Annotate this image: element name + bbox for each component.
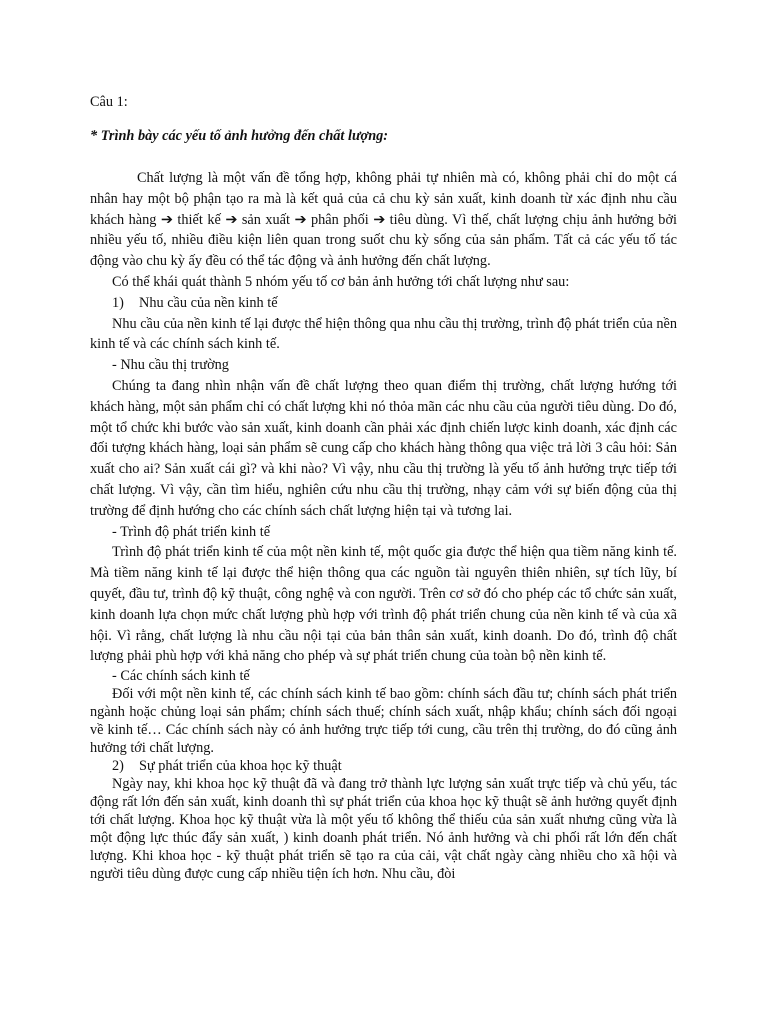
subsection-policy-paragraph: Đối với một nền kinh tế, các chính sách kinh tế bao gồm: chính sách đầu tư; chính sách phát triển ngành hoặc chủng loại sản phẩm; chính sách thuế; chính sách xuất, nhập khẩu; chính sách đối ngoại về kinh tế… Các chính sách này có ảnh hưởng trực tiếp tới cung, cầu trên thị trường, do đó cũng ảnh hưởng tới chất lượng. bbox=[90, 686, 677, 757]
summary-paragraph: Có thể khái quát thành 5 nhóm yếu tố cơ bản ảnh hưởng tới chất lượng như sau: bbox=[112, 273, 570, 290]
subsection-policy-title: - Các chính sách kinh tế bbox=[112, 668, 250, 685]
section-2-paragraph: Ngày nay, khi khoa học kỹ thuật đã và đang trở thành lực lượng sản xuất trực tiếp và chủ yếu, tác động rất lớn đến sản xuất, kinh doanh thì sự phát triển của khoa học kỹ thuật sẽ ảnh hưởng quyết định tới chất lượng. Khoa học kỹ thuật vừa là một yếu tố không thể thiếu của sản xuất nhưng cũng vừa là một động lực thúc đẩy sản xuất, ) kinh doanh phát triển. Nó ảnh hưởng và chi phối rất lớn đến chất lượng. Khi khoa học - kỹ thuật phát triển sẽ tạo ra của cải, vật chất ngày càng nhiều cho xã hội và người tiêu dùng được cung cấp nhiều tiện ích hơn. Nhu cầu, đòi bbox=[90, 776, 677, 883]
intro-paragraph: Chất lượng là một vấn đề tổng hợp, không phải tự nhiên mà có, không phải chỉ do một cá nhân hay một bộ phận tạo ra mà là kết quả của cả chu kỳ sản xuất, kinh doanh từ xác định nhu cầu khách hàng ➔ thiết kế ➔ sản xuất ➔ phân phối ➔ tiêu dùng. Vì thế, chất lượng chịu ảnh hưởng bởi nhiều yếu tố, nhiều điều kiện liên quan trong suốt chu kỳ sống của sản phẩm. Tất cả các yếu tố tác động vào chu kỳ ấy đều có thể tác động và ảnh hưởng đến chất lượng. bbox=[90, 170, 677, 270]
subsection-economy-paragraph: Trình độ phát triển kinh tế của một nền kinh tế, một quốc gia được thể hiện qua tiềm năng kinh tế. Mà tiềm năng kinh tế lại được thể hiện thông qua các nguồn tài nguyên thiên nhiên, sự tích lũy, bí quyết, đầu tư, trình độ kỹ thuật, công nghệ và con người. Trên cơ sở đó cho phép các tổ chức sản xuất, kinh doanh lựa chọn mức chất lượng phù hợp với trình độ phát triển chung của nền kinh tế và của xã hội. Vì rằng, chất lượng là nhu cầu nội tại của bản thân sản xuất, kinh doanh. Do đó, trình độ chất lượng phải phù hợp với khả năng cho phép và sự phát triển chung của toàn bộ nền kinh tế. bbox=[90, 544, 677, 665]
subsection-market-title: - Nhu cầu thị trường bbox=[112, 357, 229, 374]
subsection-economy-title: - Trình độ phát triển kinh tế bbox=[112, 523, 271, 540]
section-1-number: 1) bbox=[112, 294, 124, 311]
subsection-market-paragraph: Chúng ta đang nhìn nhận vấn đề chất lượng theo quan điểm thị trường, chất lượng hướng tới khách hàng, một sản phẩm chỉ có chất lượng khi nó thỏa mãn các nhu cầu của người tiêu dùng. Do đó, một tổ chức khi bước vào sản xuất, kinh doanh cần phải xác định chiến lược kinh doanh, xác định các đối tượng khách hàng, loại sản phẩm sẽ cung cấp cho khách hàng thông qua việc trả lời 3 câu hỏi: Sản xuất cho ai? Sản xuất cái gì? và khi nào? Vì vậy, nhu cầu thị trường là yếu tố ảnh hưởng trực tiếp tới chất lượng. Vì vậy, cần tìm hiểu, nghiên cứu nhu cầu thị trường, nhạy cảm với sự biến động của thị trường để định hướng cho các chính sách chất lượng hiện tại và tương lai. bbox=[90, 377, 677, 519]
question-heading: Câu 1: bbox=[90, 94, 128, 110]
section-1-heading bbox=[90, 293, 677, 314]
section-2-title: Sự phát triển của khoa học kỹ thuật bbox=[139, 758, 342, 775]
section-2-heading bbox=[90, 757, 677, 775]
section-1-title: Nhu cầu của nền kinh tế bbox=[139, 294, 278, 311]
section-1-paragraph: Nhu cầu của nền kinh tế lại được thể hiện thông qua nhu cầu thị trường, trình độ phát triển của nền kinh tế và các chính sách kinh tế. bbox=[90, 315, 678, 353]
question-subheading: * Trình bày các yếu tố ảnh hưởng đến chất lượng: bbox=[90, 128, 389, 144]
section-2-number: 2) bbox=[112, 758, 124, 775]
document-body bbox=[90, 93, 677, 883]
